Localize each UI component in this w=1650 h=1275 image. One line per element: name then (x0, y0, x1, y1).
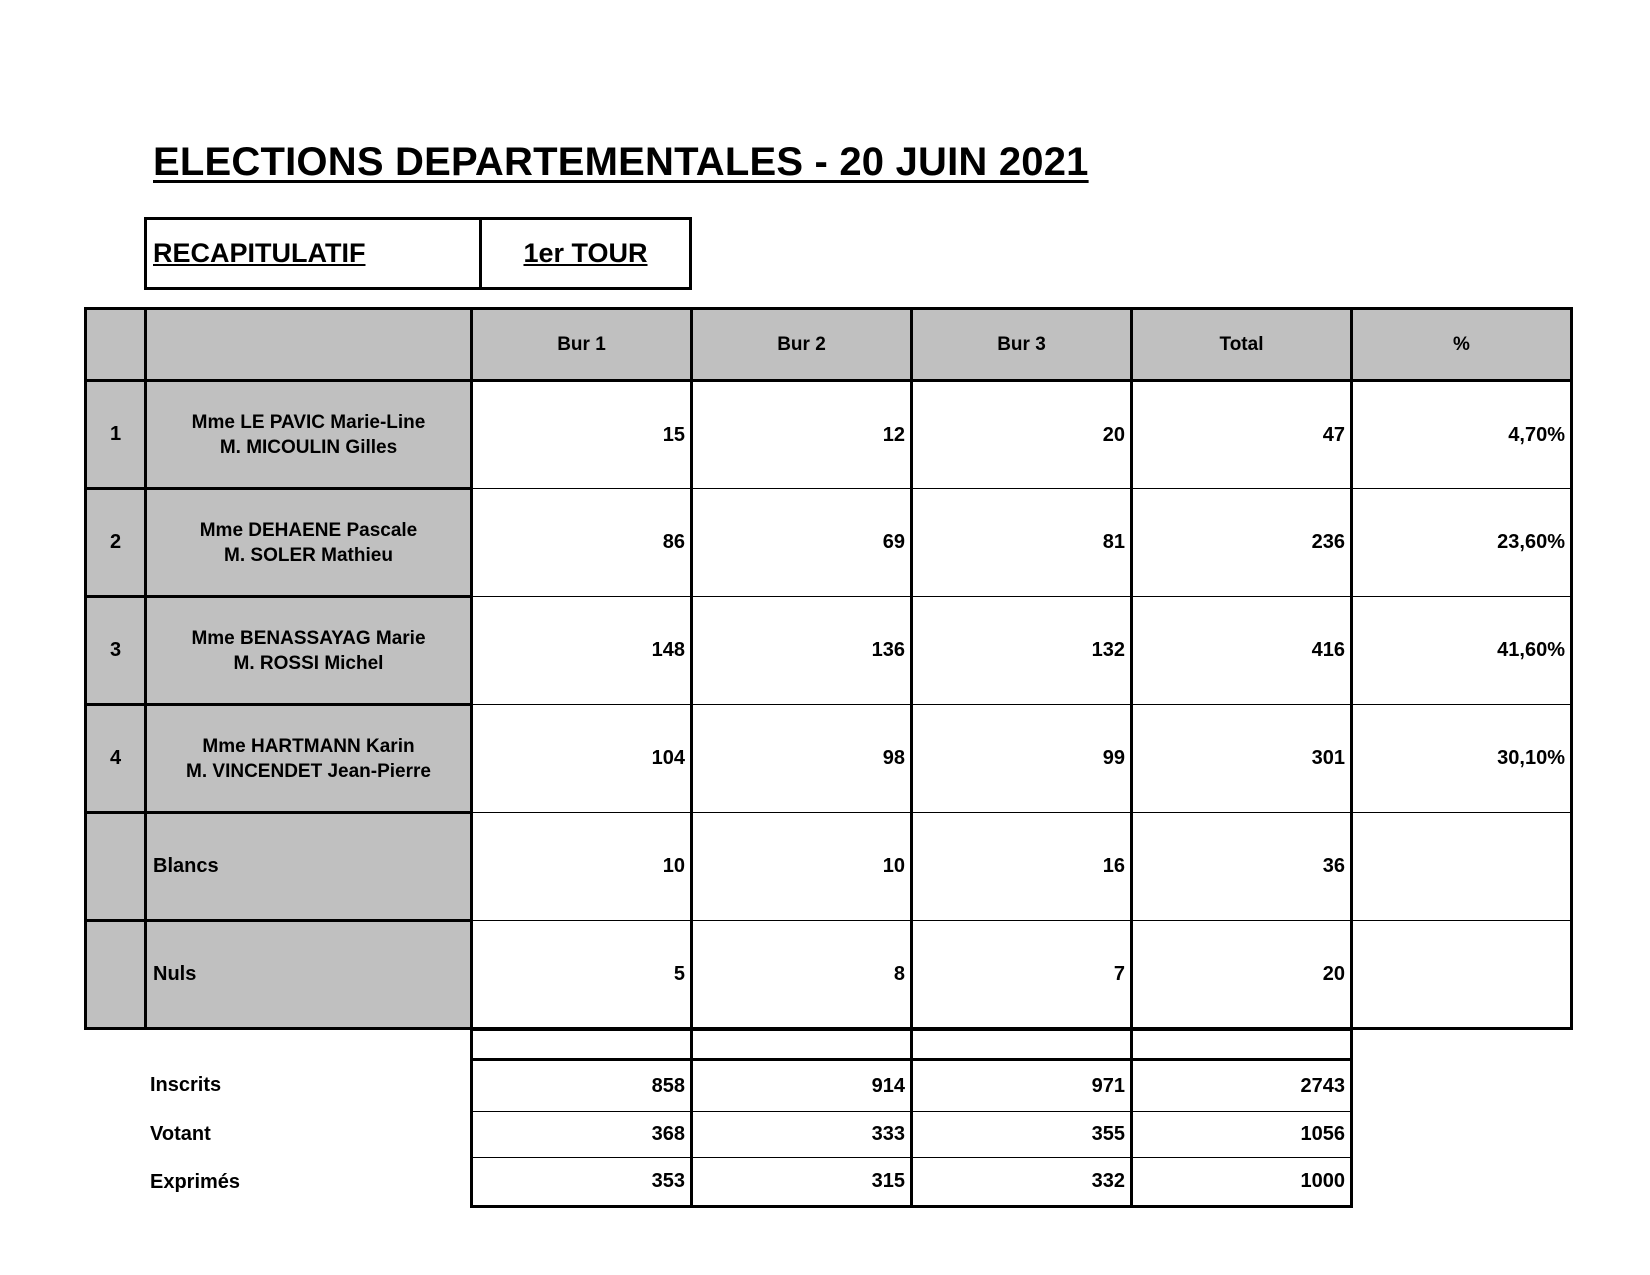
recap-label: RECAPITULATIF (147, 220, 482, 287)
cell-pct-empty (1352, 813, 1572, 921)
cell-bur1: 858 (472, 1060, 692, 1112)
cell-bur2: 315 (692, 1158, 912, 1207)
spacer-cell (912, 1030, 1132, 1060)
table-row (86, 381, 1572, 489)
nuls-label: Nuls (146, 921, 472, 1029)
stat-label-votant: Votant (150, 1123, 211, 1145)
page-title: ELECTIONS DEPARTEMENTALES - 20 JUIN 2021 (153, 140, 1089, 184)
candidate-name-2: M. VINCENDET Jean-Pierre (186, 760, 431, 782)
table-row (86, 597, 1572, 705)
cell-bur1: 353 (472, 1158, 692, 1207)
stats-row-inscrits (472, 1060, 1352, 1112)
cell-pct: 30,10% (1352, 705, 1572, 813)
header-bur2: Bur 2 (692, 309, 912, 381)
spacer-cell (472, 1030, 692, 1060)
cell-bur3: 20 (912, 381, 1132, 489)
cell-total: 20 (1132, 921, 1352, 1029)
cell-pct-empty (1352, 921, 1572, 1029)
cell-bur3: 332 (912, 1158, 1132, 1207)
cell-bur2: 136 (692, 597, 912, 705)
candidate-number: 3 (86, 597, 146, 705)
cell-bur1: 5 (472, 921, 692, 1029)
spacer-cell (692, 1030, 912, 1060)
results-table (84, 307, 1573, 1030)
recap-header-box (144, 217, 692, 290)
cell-bur1: 368 (472, 1112, 692, 1158)
cell-bur2: 98 (692, 705, 912, 813)
cell-pct: 41,60% (1352, 597, 1572, 705)
cell-total: 301 (1132, 705, 1352, 813)
stats-table (470, 1028, 1353, 1208)
header-bur3: Bur 3 (912, 309, 1132, 381)
candidate-number: 4 (86, 705, 146, 813)
spacer-cell (1132, 1030, 1352, 1060)
cell-bur2: 914 (692, 1060, 912, 1112)
header-total: Total (1132, 309, 1352, 381)
cell-total: 2743 (1132, 1060, 1352, 1112)
candidate-names (146, 705, 472, 813)
cell-bur3: 132 (912, 597, 1132, 705)
header-bur1: Bur 1 (472, 309, 692, 381)
empty-number-cell (86, 921, 146, 1029)
cell-bur3: 16 (912, 813, 1132, 921)
cell-bur1: 10 (472, 813, 692, 921)
cell-bur3: 7 (912, 921, 1132, 1029)
cell-bur3: 971 (912, 1060, 1132, 1112)
cell-bur3: 355 (912, 1112, 1132, 1158)
cell-total: 236 (1132, 489, 1352, 597)
candidate-number: 1 (86, 381, 146, 489)
table-row-blancs (86, 813, 1572, 921)
cell-bur1: 104 (472, 705, 692, 813)
cell-bur2: 10 (692, 813, 912, 921)
header-pct: % (1352, 309, 1572, 381)
cell-bur1: 86 (472, 489, 692, 597)
cell-bur3: 99 (912, 705, 1132, 813)
candidate-number: 2 (86, 489, 146, 597)
cell-bur1: 15 (472, 381, 692, 489)
cell-bur2: 333 (692, 1112, 912, 1158)
table-row-nuls (86, 921, 1572, 1029)
cell-bur2: 12 (692, 381, 912, 489)
stats-spacer-row (472, 1030, 1352, 1060)
cell-total: 47 (1132, 381, 1352, 489)
cell-bur2: 69 (692, 489, 912, 597)
candidate-names (146, 489, 472, 597)
header-empty-name (146, 309, 472, 381)
stat-label-exprimes: Exprimés (150, 1171, 241, 1193)
empty-number-cell (86, 813, 146, 921)
table-row (86, 705, 1572, 813)
stats-row-votant (472, 1112, 1352, 1158)
table-row (86, 489, 1572, 597)
cell-total: 1000 (1132, 1158, 1352, 1207)
candidate-names (146, 597, 472, 705)
cell-bur1: 148 (472, 597, 692, 705)
candidate-name-1: Mme HARTMANN Karin (202, 735, 415, 757)
candidate-name-1: Mme LE PAVIC Marie-Line (191, 411, 426, 433)
blancs-label: Blancs (146, 813, 472, 921)
candidate-name-2: M. SOLER Mathieu (224, 544, 393, 566)
candidate-name-2: M. MICOULIN Gilles (219, 436, 398, 458)
cell-pct: 4,70% (1352, 381, 1572, 489)
candidate-names (146, 381, 472, 489)
cell-pct: 23,60% (1352, 489, 1572, 597)
cell-total: 36 (1132, 813, 1352, 921)
header-empty-num (86, 309, 146, 381)
header-row (86, 309, 1572, 381)
candidate-name-1: Mme DEHAENE Pascale (199, 519, 418, 541)
cell-total: 1056 (1132, 1112, 1352, 1158)
stat-label-inscrits: Inscrits (150, 1074, 222, 1096)
cell-bur2: 8 (692, 921, 912, 1029)
stats-row-exprimes (472, 1158, 1352, 1207)
round-label: 1er TOUR (523, 238, 648, 268)
candidate-name-2: M. ROSSI Michel (233, 652, 384, 674)
candidate-name-1: Mme BENASSAYAG Marie (191, 627, 426, 649)
cell-total: 416 (1132, 597, 1352, 705)
cell-bur3: 81 (912, 489, 1132, 597)
